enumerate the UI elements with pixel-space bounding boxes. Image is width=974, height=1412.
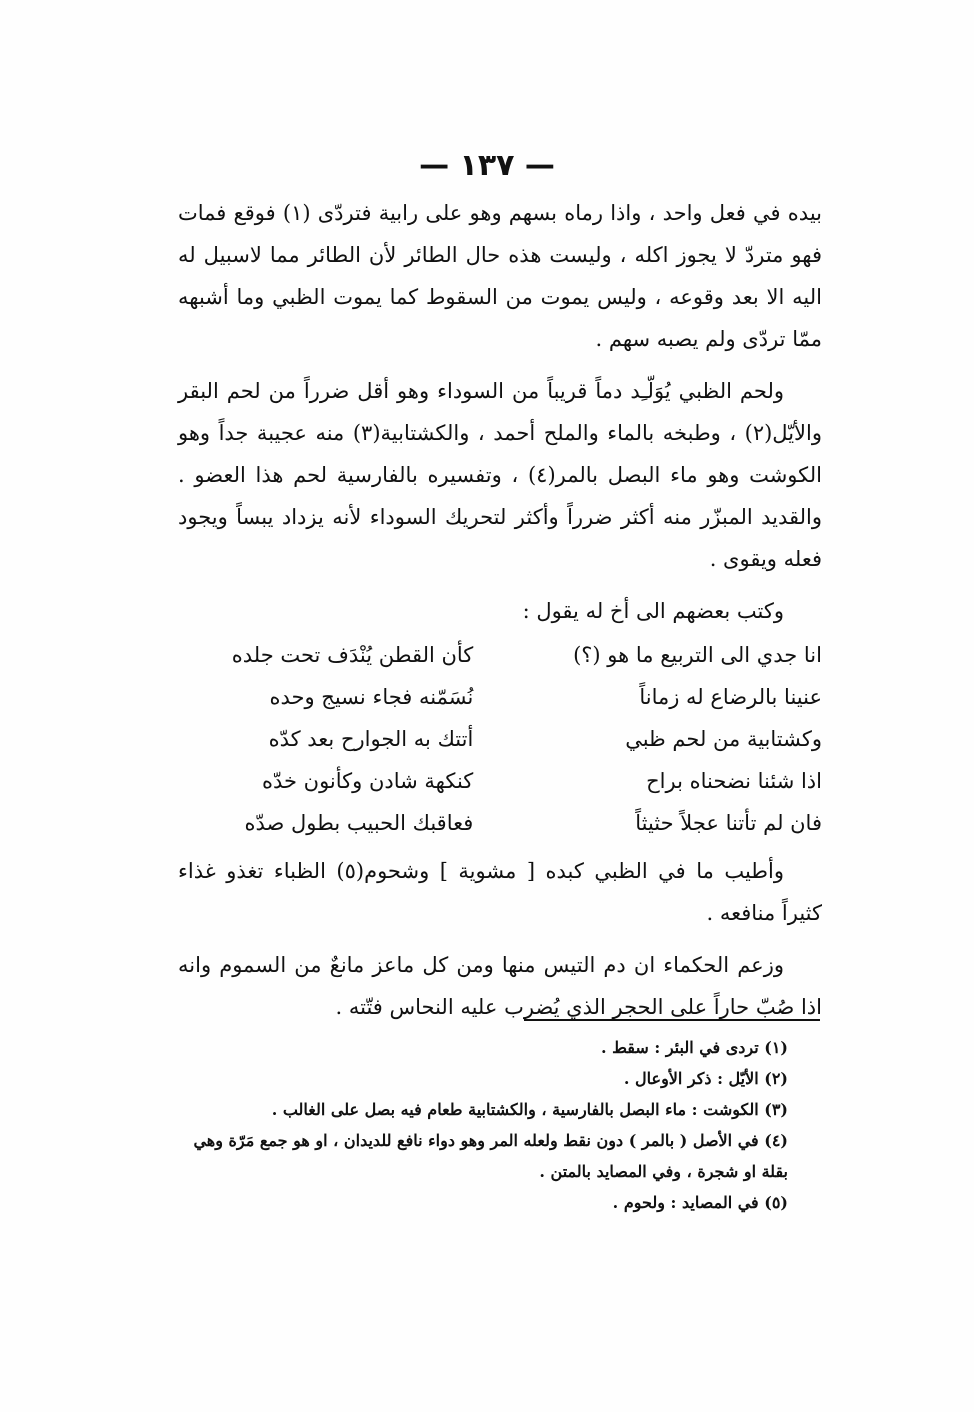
verse-first-hemistich: انا جدي الى التربيع ما هو (؟) bbox=[573, 643, 822, 667]
verse-second-hemistich: كنكهة شادن وكأنون خدّه bbox=[261, 769, 474, 793]
poem-verse bbox=[178, 802, 822, 844]
verse-second-hemistich: فعاقبك الحبيب بطول صدّه bbox=[244, 811, 474, 835]
footnote-3: (٣) الكوشت : ماء البصل بالفارسية ، والكشتابية طعام فيه بصل على الغالب . bbox=[271, 1100, 788, 1119]
footnote-2: (٢) الأيّل : ذكر الأوعال . bbox=[623, 1069, 788, 1088]
footnote-4: (٤) في الأصل ( بالمر ) دون نقط ولعله المر وهو دواء نافع للديدان ، او هو جمع مَرّة وهي بقلة او شجرة ، وفي المصايد بالمتن . bbox=[193, 1131, 788, 1181]
page-number: — ١٣٧ — bbox=[419, 148, 555, 183]
footnote-1: (١) تردى في البئر : سقط . bbox=[600, 1038, 788, 1057]
footnotes bbox=[184, 1032, 788, 1218]
paragraph-3: وأطيب ما في الظبي كبده [ مشوية ] وشحوم(٥) الظباء تغذو غذاء كثيراً منافعه . bbox=[178, 859, 822, 925]
footnote-5: (٥) في المصايد : ولحوم . bbox=[612, 1193, 788, 1212]
poem-verse bbox=[178, 718, 822, 760]
poem-intro: وكتب بعضهم الى أخ له يقول : bbox=[522, 599, 784, 623]
paragraph-2: ولحم الظبي يُوَلّـِد دماً قريباً من السوداء وهو أقل ضرراً من لحم البقر والأيّل(٢) ، وطبخه بالماء والملح أحمد ، والكشتابية(٣) منه عجيبة جداً وهو الكوشت وهو ماء البصل بالمر(٤) ، وتفسيره بالفارسية لحم هذا العضو . والقديد المبزّر منه أكثر ضرراً وأكثر لتحريك السوداء لأنه يزداد يبساً ويجود فعله ويقوى . bbox=[178, 379, 822, 571]
verse-first-hemistich: فان لم تأتنا عجلاً حثيثاً bbox=[635, 811, 822, 835]
verse-first-hemistich: اذا شئنا نضحناه براح bbox=[646, 769, 822, 793]
verse-second-hemistich: نُسَمّنه فجاء نسيج وحده bbox=[269, 685, 474, 709]
poem bbox=[178, 634, 822, 844]
paragraph-1: بيده في فعل واحد ، واذا رماه بسهم وهو على رابية فتردّى (١) فوقع فمات فهو متردّ لا يجوز اكله ، وليست هذه حال الطائر لأن الطائر مما لاسبيل له اليه الا بعد وقوعه ، وليس يموت من السقوط كما يموت الظبي وما أشبهه ممّا تردّى ولم يصبه سهم . bbox=[178, 201, 822, 351]
verse-second-hemistich: أتتك به الجوارح بعد كدّه bbox=[268, 727, 474, 751]
poem-verse bbox=[178, 760, 822, 802]
verse-first-hemistich: وكشتابية من لحم ظبي bbox=[625, 727, 822, 751]
poem-verse bbox=[178, 676, 822, 718]
main-text bbox=[178, 192, 822, 1038]
verse-first-hemistich: عنينا بالرضاع له زماناً bbox=[639, 685, 822, 709]
verse-second-hemistich: كأن القطن يُنْدَف تحت جلده bbox=[231, 643, 474, 667]
poem-verse bbox=[178, 634, 822, 676]
paragraph-4: وزعم الحكماء ان دم التيس منها ومن كل ماعز مانعٌ من السموم وانه اذا صُبّ حاراً على الحجر الذي يُضرب عليه النحاس فتّته . bbox=[178, 953, 822, 1019]
footnote-separator bbox=[524, 1019, 820, 1021]
